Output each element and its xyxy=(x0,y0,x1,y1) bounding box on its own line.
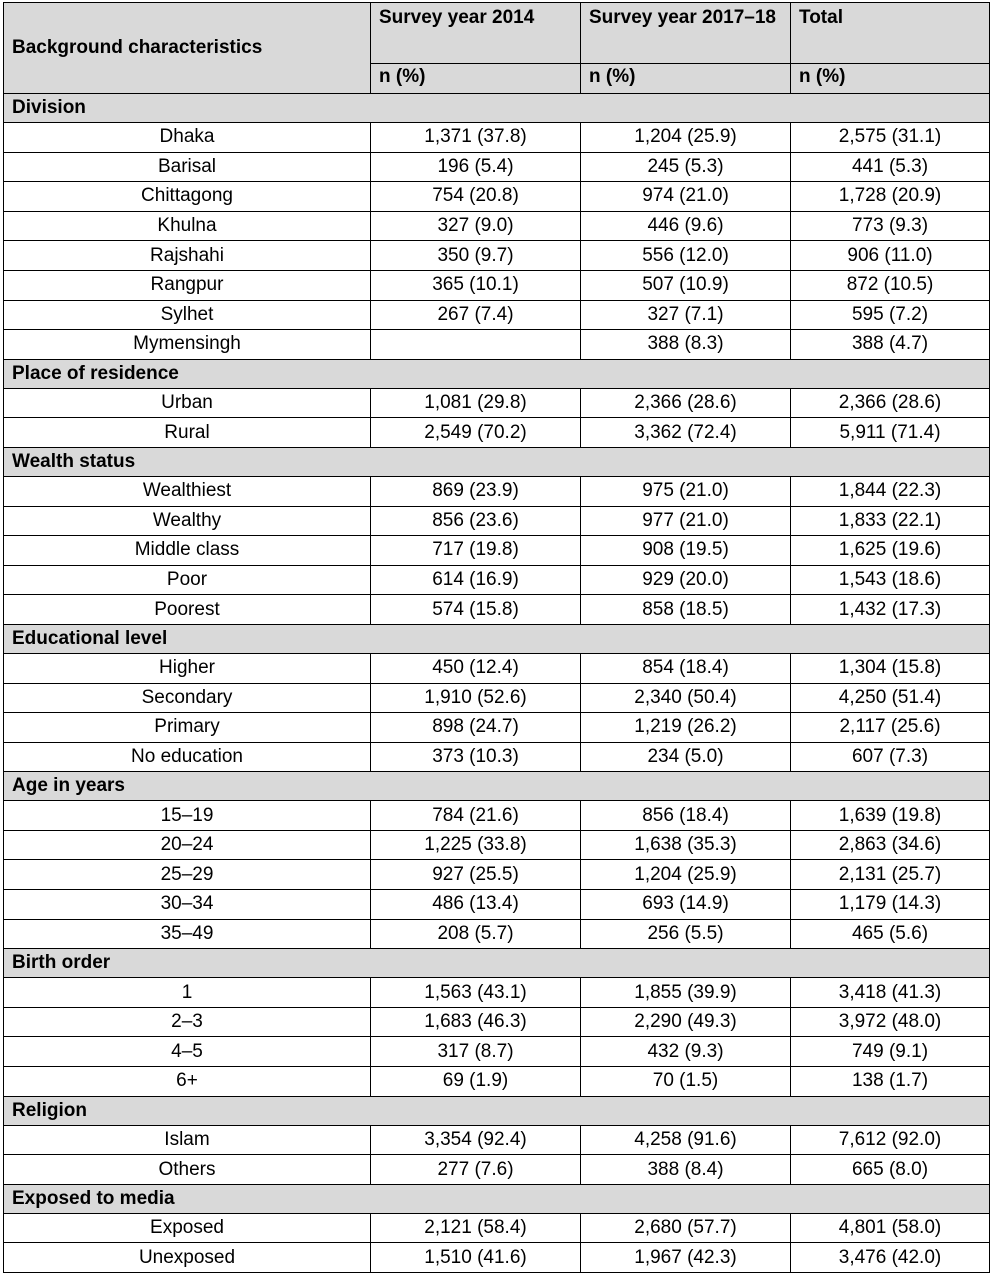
value-2017-18: 929 (20.0) xyxy=(581,565,791,595)
group-header-row xyxy=(4,772,990,801)
group-label: Educational level xyxy=(4,624,990,653)
header-total: Total xyxy=(791,3,990,64)
row-label: 15–19 xyxy=(4,801,371,831)
value-2014: 1,563 (43.1) xyxy=(371,978,581,1008)
value-2017-18: 256 (5.5) xyxy=(581,919,791,949)
value-2017-18: 245 (5.3) xyxy=(581,152,791,182)
row-label: Dhaka xyxy=(4,123,371,153)
group-label: Religion xyxy=(4,1096,990,1125)
value-2014: 2,549 (70.2) xyxy=(371,418,581,448)
table-row xyxy=(4,653,990,683)
value-2014: 1,371 (37.8) xyxy=(371,123,581,153)
group-header-row xyxy=(4,447,990,476)
row-label: Poor xyxy=(4,565,371,595)
value-2014: 350 (9.7) xyxy=(371,241,581,271)
group-label: Exposed to media xyxy=(4,1184,990,1213)
table-row xyxy=(4,830,990,860)
value-2014: 277 (7.6) xyxy=(371,1155,581,1185)
table-row xyxy=(4,241,990,271)
value-2017-18: 3,362 (72.4) xyxy=(581,418,791,448)
table-row xyxy=(4,801,990,831)
row-label: Khulna xyxy=(4,211,371,241)
value-2014: 927 (25.5) xyxy=(371,860,581,890)
value-2017-18: 2,290 (49.3) xyxy=(581,1007,791,1037)
value-total: 1,639 (19.8) xyxy=(791,801,990,831)
value-total: 2,131 (25.7) xyxy=(791,860,990,890)
value-2014: 3,354 (92.4) xyxy=(371,1125,581,1155)
value-2017-18: 388 (8.3) xyxy=(581,330,791,360)
value-2017-18: 327 (7.1) xyxy=(581,300,791,330)
value-2014: 574 (15.8) xyxy=(371,595,581,625)
value-2017-18: 1,967 (42.3) xyxy=(581,1243,791,1273)
row-label: Secondary xyxy=(4,683,371,713)
group-label: Wealth status xyxy=(4,447,990,476)
value-2017-18: 854 (18.4) xyxy=(581,653,791,683)
row-label: 20–24 xyxy=(4,830,371,860)
value-total: 3,972 (48.0) xyxy=(791,1007,990,1037)
value-total: 441 (5.3) xyxy=(791,152,990,182)
value-2017-18: 858 (18.5) xyxy=(581,595,791,625)
header-background-characteristics: Background characteristics xyxy=(4,3,371,94)
table-row xyxy=(4,330,990,360)
value-total: 388 (4.7) xyxy=(791,330,990,360)
value-2014: 486 (13.4) xyxy=(371,890,581,920)
row-label: 35–49 xyxy=(4,919,371,949)
value-total: 7,612 (92.0) xyxy=(791,1125,990,1155)
row-label: Islam xyxy=(4,1125,371,1155)
row-label: Rangpur xyxy=(4,270,371,300)
value-total: 5,911 (71.4) xyxy=(791,418,990,448)
value-total: 1,728 (20.9) xyxy=(791,182,990,212)
row-label: Others xyxy=(4,1155,371,1185)
row-label: Poorest xyxy=(4,595,371,625)
group-label: Place of residence xyxy=(4,359,990,388)
table-row xyxy=(4,978,990,1008)
value-2014 xyxy=(371,330,581,360)
value-2014: 317 (8.7) xyxy=(371,1037,581,1067)
value-2017-18: 975 (21.0) xyxy=(581,476,791,506)
row-label: Higher xyxy=(4,653,371,683)
table-row xyxy=(4,211,990,241)
row-label: Urban xyxy=(4,388,371,418)
subheader-total: n (%) xyxy=(791,64,990,94)
value-2017-18: 977 (21.0) xyxy=(581,506,791,536)
table-row xyxy=(4,476,990,506)
row-label: Rural xyxy=(4,418,371,448)
value-2017-18: 2,366 (28.6) xyxy=(581,388,791,418)
value-2017-18: 1,638 (35.3) xyxy=(581,830,791,860)
value-total: 1,625 (19.6) xyxy=(791,536,990,566)
row-label: No education xyxy=(4,742,371,772)
table-row xyxy=(4,1155,990,1185)
value-2017-18: 388 (8.4) xyxy=(581,1155,791,1185)
table-row xyxy=(4,388,990,418)
value-2017-18: 908 (19.5) xyxy=(581,536,791,566)
value-2014: 1,683 (46.3) xyxy=(371,1007,581,1037)
row-label: Chittagong xyxy=(4,182,371,212)
value-total: 2,863 (34.6) xyxy=(791,830,990,860)
group-label: Division xyxy=(4,94,990,123)
value-2014: 898 (24.7) xyxy=(371,713,581,743)
row-label: 2–3 xyxy=(4,1007,371,1037)
group-header-row xyxy=(4,359,990,388)
group-header-row xyxy=(4,94,990,123)
value-2014: 196 (5.4) xyxy=(371,152,581,182)
table-row xyxy=(4,1213,990,1243)
group-header-row xyxy=(4,1096,990,1125)
table-body xyxy=(4,94,990,1273)
value-2017-18: 856 (18.4) xyxy=(581,801,791,831)
value-2017-18: 70 (1.5) xyxy=(581,1067,791,1097)
table-row xyxy=(4,683,990,713)
group-label: Age in years xyxy=(4,772,990,801)
value-total: 1,833 (22.1) xyxy=(791,506,990,536)
value-2017-18: 446 (9.6) xyxy=(581,211,791,241)
table-row xyxy=(4,1125,990,1155)
value-2014: 267 (7.4) xyxy=(371,300,581,330)
value-2017-18: 234 (5.0) xyxy=(581,742,791,772)
value-total: 4,250 (51.4) xyxy=(791,683,990,713)
row-label: 30–34 xyxy=(4,890,371,920)
value-total: 872 (10.5) xyxy=(791,270,990,300)
value-2014: 450 (12.4) xyxy=(371,653,581,683)
row-label: Exposed xyxy=(4,1213,371,1243)
value-total: 1,179 (14.3) xyxy=(791,890,990,920)
value-total: 665 (8.0) xyxy=(791,1155,990,1185)
table-row xyxy=(4,1007,990,1037)
value-total: 1,844 (22.3) xyxy=(791,476,990,506)
value-2017-18: 2,680 (57.7) xyxy=(581,1213,791,1243)
value-2017-18: 1,204 (25.9) xyxy=(581,123,791,153)
table-row xyxy=(4,270,990,300)
value-total: 2,575 (31.1) xyxy=(791,123,990,153)
row-label: Primary xyxy=(4,713,371,743)
value-2014: 365 (10.1) xyxy=(371,270,581,300)
value-2017-18: 2,340 (50.4) xyxy=(581,683,791,713)
value-total: 3,418 (41.3) xyxy=(791,978,990,1008)
table-row xyxy=(4,300,990,330)
value-2017-18: 974 (21.0) xyxy=(581,182,791,212)
characteristics-table xyxy=(3,2,990,1273)
group-header-row xyxy=(4,949,990,978)
value-2014: 614 (16.9) xyxy=(371,565,581,595)
value-2017-18: 4,258 (91.6) xyxy=(581,1125,791,1155)
row-label: Mymensingh xyxy=(4,330,371,360)
value-2014: 373 (10.3) xyxy=(371,742,581,772)
value-2014: 856 (23.6) xyxy=(371,506,581,536)
value-2014: 208 (5.7) xyxy=(371,919,581,949)
value-total: 2,117 (25.6) xyxy=(791,713,990,743)
value-2017-18: 432 (9.3) xyxy=(581,1037,791,1067)
row-label: Sylhet xyxy=(4,300,371,330)
value-2014: 1,225 (33.8) xyxy=(371,830,581,860)
value-2017-18: 693 (14.9) xyxy=(581,890,791,920)
value-total: 1,543 (18.6) xyxy=(791,565,990,595)
value-total: 2,366 (28.6) xyxy=(791,388,990,418)
row-label: Rajshahi xyxy=(4,241,371,271)
subheader-2017-18: n (%) xyxy=(581,64,791,94)
value-total: 1,432 (17.3) xyxy=(791,595,990,625)
value-2014: 2,121 (58.4) xyxy=(371,1213,581,1243)
value-total: 595 (7.2) xyxy=(791,300,990,330)
value-2014: 1,081 (29.8) xyxy=(371,388,581,418)
table-row xyxy=(4,919,990,949)
value-total: 3,476 (42.0) xyxy=(791,1243,990,1273)
subheader-2014: n (%) xyxy=(371,64,581,94)
value-2014: 784 (21.6) xyxy=(371,801,581,831)
value-2014: 1,910 (52.6) xyxy=(371,683,581,713)
table-row xyxy=(4,418,990,448)
group-header-row xyxy=(4,1184,990,1213)
table-row xyxy=(4,565,990,595)
value-total: 465 (5.6) xyxy=(791,919,990,949)
row-label: 4–5 xyxy=(4,1037,371,1067)
value-2017-18: 1,204 (25.9) xyxy=(581,860,791,890)
value-2017-18: 507 (10.9) xyxy=(581,270,791,300)
row-label: Wealthiest xyxy=(4,476,371,506)
table-row xyxy=(4,182,990,212)
group-label: Birth order xyxy=(4,949,990,978)
table-row xyxy=(4,1037,990,1067)
table-row xyxy=(4,1243,990,1273)
table-row xyxy=(4,536,990,566)
table-row xyxy=(4,123,990,153)
row-label: Unexposed xyxy=(4,1243,371,1273)
row-label: 6+ xyxy=(4,1067,371,1097)
table-row xyxy=(4,506,990,536)
row-label: Wealthy xyxy=(4,506,371,536)
table-row xyxy=(4,152,990,182)
row-label: Middle class xyxy=(4,536,371,566)
table-row xyxy=(4,860,990,890)
value-2017-18: 1,855 (39.9) xyxy=(581,978,791,1008)
value-total: 607 (7.3) xyxy=(791,742,990,772)
value-2014: 717 (19.8) xyxy=(371,536,581,566)
header-survey-2017-18: Survey year 2017–18 xyxy=(581,3,791,64)
group-header-row xyxy=(4,624,990,653)
value-2014: 869 (23.9) xyxy=(371,476,581,506)
value-2014: 69 (1.9) xyxy=(371,1067,581,1097)
row-label: 1 xyxy=(4,978,371,1008)
value-2014: 1,510 (41.6) xyxy=(371,1243,581,1273)
value-total: 1,304 (15.8) xyxy=(791,653,990,683)
value-total: 773 (9.3) xyxy=(791,211,990,241)
table-row xyxy=(4,890,990,920)
value-total: 138 (1.7) xyxy=(791,1067,990,1097)
row-label: 25–29 xyxy=(4,860,371,890)
value-total: 4,801 (58.0) xyxy=(791,1213,990,1243)
value-2014: 754 (20.8) xyxy=(371,182,581,212)
value-total: 906 (11.0) xyxy=(791,241,990,271)
table-row xyxy=(4,1067,990,1097)
table-row xyxy=(4,595,990,625)
value-2014: 327 (9.0) xyxy=(371,211,581,241)
row-label: Barisal xyxy=(4,152,371,182)
value-2017-18: 1,219 (26.2) xyxy=(581,713,791,743)
table-row xyxy=(4,742,990,772)
value-total: 749 (9.1) xyxy=(791,1037,990,1067)
table-header xyxy=(4,3,990,94)
table-row xyxy=(4,713,990,743)
value-2017-18: 556 (12.0) xyxy=(581,241,791,271)
header-survey-2014: Survey year 2014 xyxy=(371,3,581,64)
